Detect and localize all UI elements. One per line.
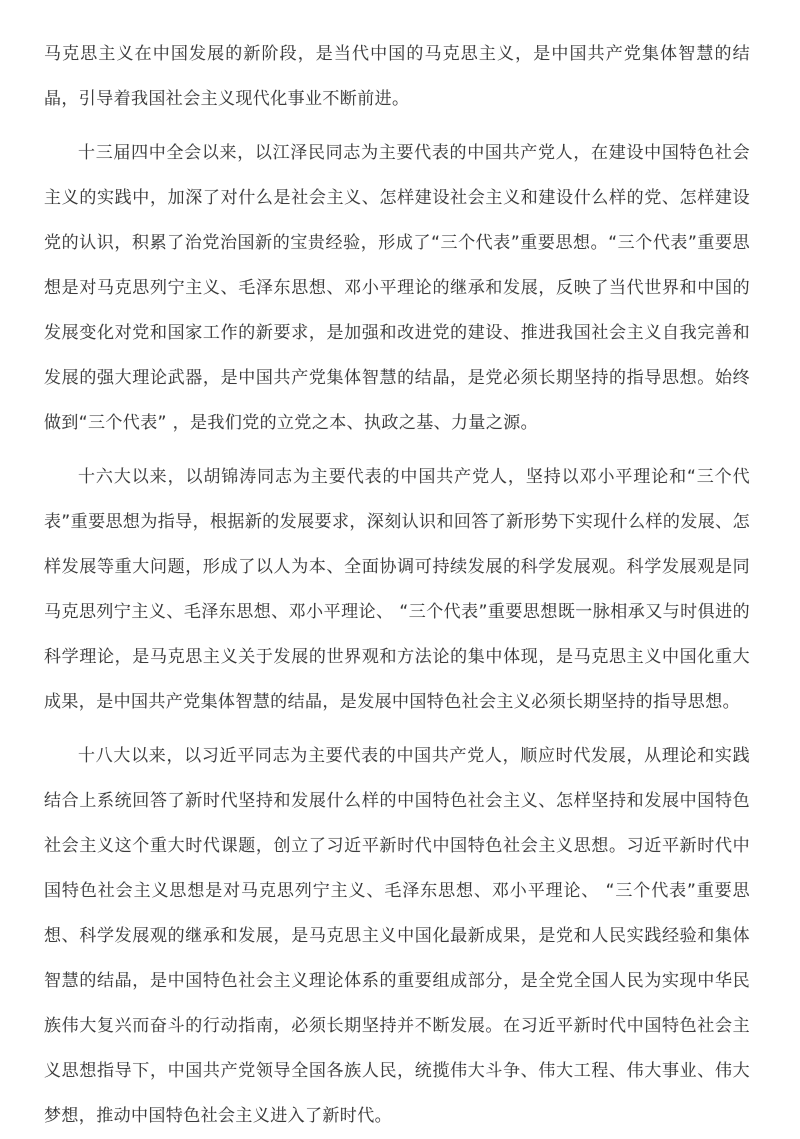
paragraph-thirteenth-congress: 十三届四中全会以来，以江泽民同志为主要代表的中国共产党人，在建设中国特色社会主义的实践中，加深了对什么是社会主义、怎样建设社会主义和建设什么样的党、怎样建设党的认识，积累了治党治国新的宝贵经验，形成了“三个代表”重要思想。“三个代表”重要思想是对马克思列宁主义、毛泽东思想、邓小平理论的继承和发展，反映了当代世界和中国的发展变化对党和国家工作的新要求，是加强和改进党的建设、推进我国社会主义自我完善和发展的强大理论武器，是中国共产党集体智慧的结晶，是党必须长期坚持的指导思想。始终做到“三个代表” ，是我们党的立党之本、执政之基、力量之源。 xyxy=(44,143,750,433)
paragraph-eighteenth-congress: 十八大以来，以习近平同志为主要代表的中国共产党人，顺应时代发展，从理论和实践结合上系统回答了新时代坚持和发展什么样的中国特色社会主义、怎样坚持和发展中国特色社会主义这个重大时代课题，创立了习近平新时代中国特色社会主义思想。习近平新时代中国特色社会主义思想是对马克思列宁主义、毛泽东思想、邓小平理论、 “三个代表”重要思想、科学发展观的继承和发展，是马克思主义中国化最新成果，是党和人民实践经验和集体智慧的结晶，是中国特色社会主义理论体系的重要组成部分，是全党全国人民为实现中华民族伟大复兴而奋斗的行动指南，必须长期坚持并不断发展。在习近平新时代中国特色社会主义思想指导下，中国共产党领导全国各族人民，统揽伟大斗争、伟大工程、伟大事业、伟大梦想，推动中国特色社会主义进入了新时代。 xyxy=(44,746,750,1126)
paragraph-continuation: 马克思主义在中国发展的新阶段，是当代中国的马克思主义，是中国共产党集体智慧的结晶，引导着我国社会主义现代化事业不断前进。 xyxy=(44,44,750,109)
paragraph-sixteenth-congress: 十六大以来，以胡锦涛同志为主要代表的中国共产党人，坚持以邓小平理论和“三个代表”重要思想为指导，根据新的发展要求，深刻认识和回答了新形势下实现什么样的发展、怎样发展等重大问题，形成了以人为本、全面协调可持续发展的科学发展观。科学发展观是同马克思列宁主义、毛泽东思想、邓小平理论、 “三个代表”重要思想既一脉相承又与时俱进的科学理论，是马克思主义关于发展的世界观和方法论的集中体现，是马克思主义中国化重大成果，是中国共产党集体智慧的结晶，是发展中国特色社会主义必须长期坚持的指导思想。 xyxy=(44,467,750,712)
